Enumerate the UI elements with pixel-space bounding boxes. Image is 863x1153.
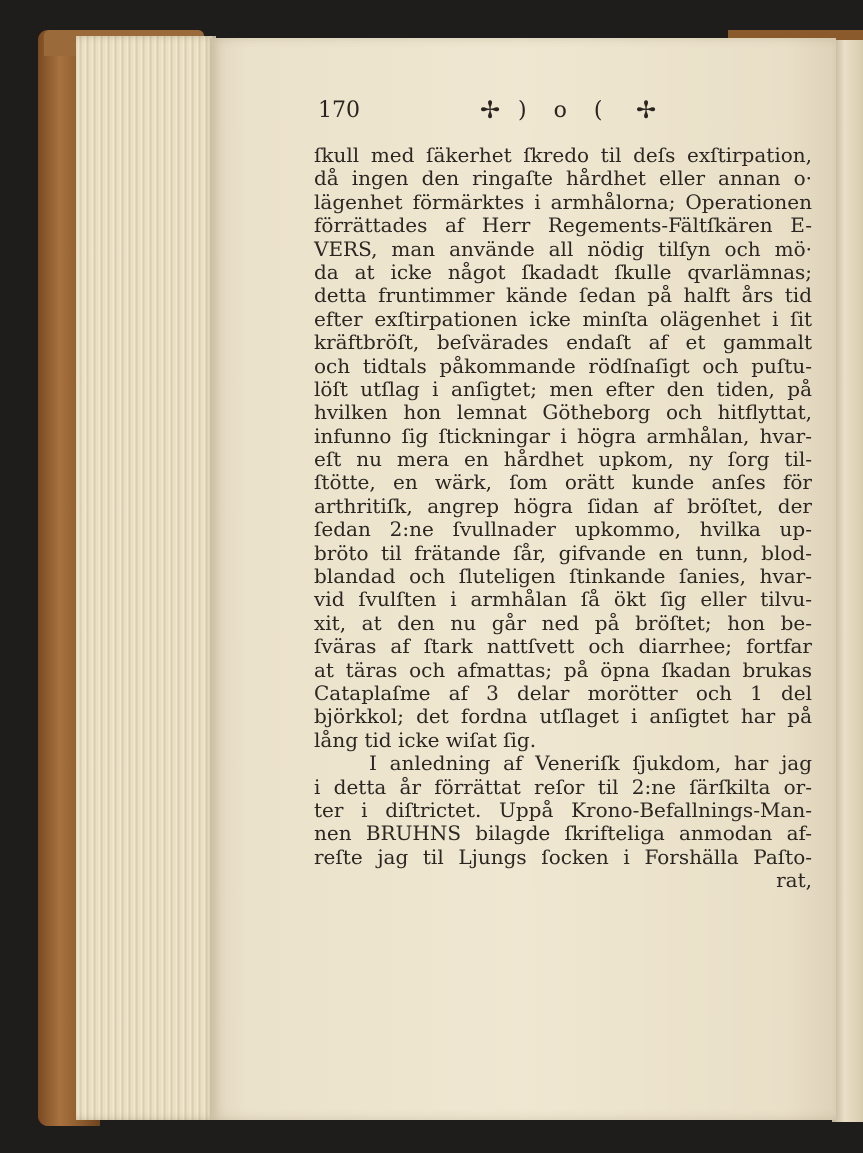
text-line: VERS, man använde all nödig tilſyn och mö· (314, 236, 812, 261)
text-line: lång tid icke wiſat ſig. (314, 727, 537, 752)
text-line: ter i diſtrictet. Uppå Krono-Befallnings-Man- (314, 797, 812, 822)
catchword: rat, (776, 868, 812, 893)
text-line: då ingen den ringaſte hårdhet eller annan o· (314, 166, 812, 191)
page-number: 170 (318, 98, 360, 123)
right-ornament-icon: ✢ (636, 96, 657, 124)
header-ornament-middle: ) o ( (518, 98, 613, 123)
page-header (318, 98, 718, 132)
left-ornament-icon: ✢ (480, 96, 501, 124)
text-line: bröto til frätande ſår, gifvande en tunn, blod- (314, 540, 812, 565)
text-line: xit, at den nu går ned på bröſtet; hon be- (314, 610, 812, 635)
page-edges (76, 36, 216, 1120)
text-line: ſkull med ſäkerhet ſkredo til deſs exſtirpation, (314, 143, 812, 167)
text-line: i detta år förrättat reſor til 2:ne ſärſkilta or- (314, 774, 812, 799)
text-line: förrättades af Herr Regements-Fältſkären E- (314, 213, 812, 238)
text-line: kräftbröſt, beſvärades endaſt af et gammalt (314, 330, 812, 355)
text-line: vid ſvulſten i armhålan ſå ökt ſig eller tilvu- (314, 587, 812, 612)
text-line: ſväras af ſtark nattſvett och diarrhee; fortfar (314, 634, 812, 659)
text-line: efter exſtirpationen icke minſta olägenhet i ſit (314, 306, 812, 331)
text-line: infunno ſig ſtickningar i högra armhålan, hvar- (314, 423, 812, 448)
text-line: lägenhet förmärktes i armhålorna; Operationen (314, 189, 812, 214)
text-line: hvilken hon lemnat Götheborg och hitflyttat, (314, 400, 812, 425)
text-line: reſte jag til Ljungs ſocken i Forshälla Paſto- (314, 844, 812, 869)
text-line: arthritiſk, angrep högra ſidan af bröſtet, der (314, 493, 812, 518)
text-line: löſt utſlag i anſigtet; men efter den tiden, på (314, 376, 812, 401)
text-line: nen BRUHNS bilagde ſkrifteliga anmodan af- (314, 821, 812, 846)
text-line: Cataplaſme af 3 delar morötter och 1 del (314, 680, 812, 705)
text-line: och tidtals påkommande rödſnaſigt och puſtu- (314, 353, 812, 378)
paragraph-2 (314, 752, 812, 869)
next-page-edge (832, 40, 863, 1122)
text-line: da at icke något ſkadadt ſkulle qvarlämnas; (314, 259, 812, 284)
text-line: ſedan 2:ne ſvullnader upkommo, hvilka up- (314, 517, 812, 542)
text-line: blandad och ſluteligen ſtinkande ſanies, hvar- (314, 564, 812, 589)
text-line: detta fruntimmer kände ſedan på halft års tid (314, 283, 812, 308)
text-line: ſtötte, en wärk, ſom orätt kunde anſes för (314, 470, 812, 495)
paragraph-1 (314, 144, 812, 752)
text-line: björkkol; det fordna utſlaget i anſigtet har på (314, 704, 812, 729)
text-line: eſt nu mera en hårdhet upkom, ny ſorg til- (314, 447, 812, 472)
text-line: I anledning af Veneriſk ſjukdom, har jag (369, 751, 812, 776)
text-line: at täras och afmattas; på öpna ſkadan brukas (314, 657, 812, 682)
body-text (314, 144, 812, 893)
